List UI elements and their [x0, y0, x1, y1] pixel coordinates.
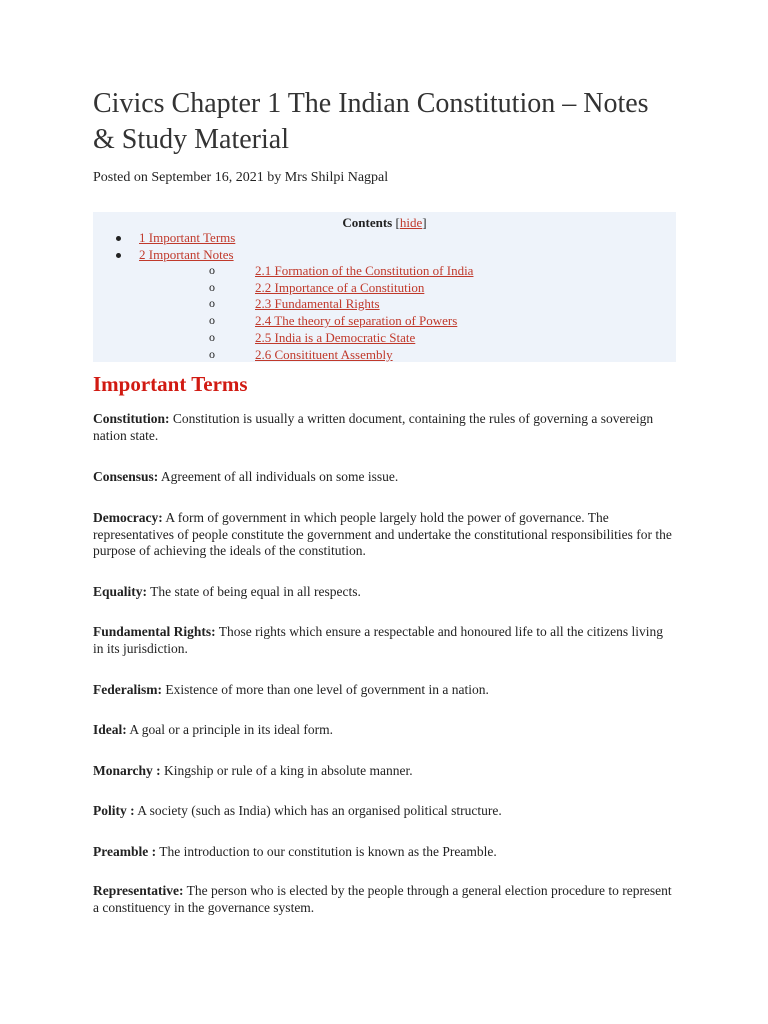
table-of-contents	[93, 212, 676, 362]
term-definition: Agreement of all individuals on some issue.	[158, 469, 399, 484]
term-entry	[93, 803, 676, 820]
term-definition: The state of being equal in all respects.	[147, 584, 361, 599]
toc-subitem	[255, 279, 424, 296]
toc-item	[139, 246, 234, 263]
term-definition: Those rights which ensure a respectable and honoured life to all the citizens living in its jurisdiction.	[93, 624, 664, 656]
term-definition: The introduction to our constitution is known as the Preamble.	[156, 844, 497, 859]
term-definition: Kingship or rule of a king in absolute manner.	[160, 763, 413, 778]
term-definition: A society (such as India) which has an organised political structure.	[134, 803, 502, 818]
term-entry	[93, 510, 676, 560]
term-label: Constitution:	[93, 411, 170, 426]
term-entry	[93, 624, 676, 657]
bullet-circle-icon: o	[209, 280, 215, 294]
bullet-circle-icon: o	[209, 313, 215, 327]
term-definition: Existence of more than one level of government in a nation.	[161, 682, 489, 697]
term-entry	[93, 682, 676, 699]
toc-subitem	[255, 329, 415, 346]
term-definition: Constitution is usually a written document, containing the rules of governing a sovereign nation state.	[93, 411, 654, 443]
term-label: Preamble :	[93, 844, 157, 859]
term-label: Monarchy :	[93, 763, 161, 778]
page-title: Civics Chapter 1 The Indian Constitution – Notes & Study Material	[93, 88, 649, 155]
term-label: Fundamental Rights:	[93, 624, 216, 639]
toc-hide-link[interactable]: hide	[399, 215, 423, 230]
term-entry	[93, 411, 676, 444]
term-label: Ideal:	[93, 722, 127, 737]
term-definition: The person who is elected by the people through a general election procedure to represent a constituency in the governance system.	[93, 883, 672, 915]
term-label: Polity :	[93, 803, 135, 818]
term-label: Representative:	[93, 883, 184, 898]
toc-link-importance[interactable]: 2.2 Importance of a Constitution	[255, 280, 425, 295]
toc-link-fundamental-rights[interactable]: 2.3 Fundamental Rights	[255, 296, 380, 311]
bullet-circle-icon: o	[209, 263, 215, 277]
toc-hide-open: [	[395, 215, 400, 230]
bullet-disc-icon	[116, 236, 121, 241]
bullet-circle-icon: o	[209, 347, 215, 361]
bullet-circle-icon: o	[209, 330, 215, 344]
term-entry	[93, 722, 676, 739]
term-label: Consensus:	[93, 469, 159, 484]
toc-subitem	[255, 262, 473, 279]
term-entry	[93, 763, 676, 780]
term-definition: A goal or a principle in its ideal form.	[126, 722, 333, 737]
term-label: Equality:	[93, 584, 148, 599]
bullet-disc-icon	[116, 253, 121, 258]
toc-link-important-terms[interactable]: 1 Important Terms	[139, 230, 236, 245]
toc-subitem	[255, 295, 380, 312]
toc-heading: Contents	[342, 215, 393, 230]
term-label: Democracy:	[93, 510, 163, 525]
bullet-circle-icon: o	[209, 296, 215, 310]
toc-item	[139, 229, 235, 246]
toc-subitem	[255, 312, 457, 329]
toc-link-democratic-state[interactable]: 2.5 India is a Democratic State	[255, 330, 416, 345]
term-label: Federalism:	[93, 682, 162, 697]
term-entry	[93, 883, 676, 916]
section-heading: Important Terms	[93, 372, 248, 396]
toc-hide-close: ]	[422, 215, 427, 230]
toc-link-important-notes[interactable]: 2 Important Notes	[139, 247, 234, 262]
term-entry	[93, 584, 676, 601]
toc-link-separation-of-powers[interactable]: 2.4 The theory of separation of Powers	[255, 313, 458, 328]
term-definition: A form of government in which people largely hold the power of governance. The representatives of people constitute the government and undertake the constitutional responsibilities for the purpose of achieving the ideals of the constitution.	[93, 510, 672, 558]
toc-link-formation[interactable]: 2.1 Formation of the Constitution of India	[255, 263, 474, 278]
term-entry	[93, 469, 676, 486]
term-entry	[93, 844, 676, 861]
toc-link-constituent-assembly[interactable]: 2.6 Consitituent Assembly	[255, 347, 393, 362]
toc-subitem	[255, 346, 393, 363]
post-meta: Posted on September 16, 2021 by Mrs Shilpi Nagpal	[93, 170, 389, 185]
